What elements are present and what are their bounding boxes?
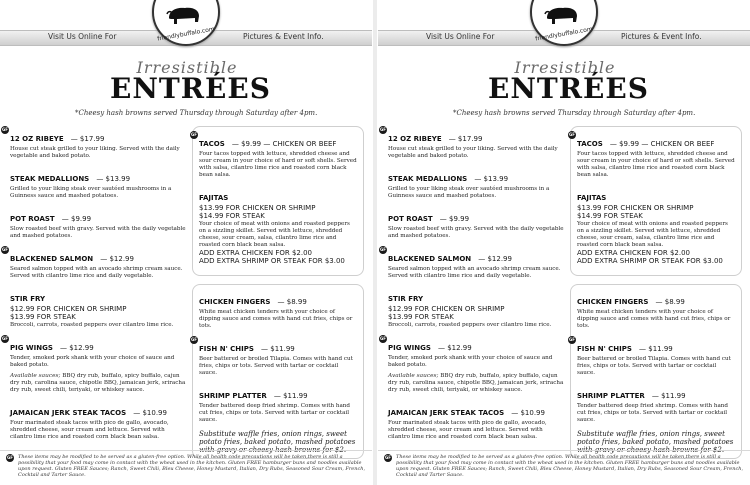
add-on-line: ADD EXTRA SHRIMP OR STEAK FOR $3.00: [577, 257, 723, 265]
gluten-free-icon: GF: [190, 337, 197, 342]
item-desc: Beer battered or broiled Tilapia. Comes with hand cut fries, chips or tots. Served with tartar or cocktail sauce.: [577, 356, 731, 376]
item-price: — $17.99: [448, 135, 483, 143]
menu-item-jerk-tacos: [388, 400, 564, 441]
menu-item-pig-wings: [1, 335, 186, 394]
menu-item-steak-medallions: [10, 166, 186, 200]
substitute-note: Substitute waffle fries, onion rings, sweet potato fries, baked potato, mashed potatoes with gravy or cheesy hash browns for $2.: [577, 430, 734, 454]
item-name: PIG WINGS: [388, 344, 431, 352]
title-script: Irresistible: [136, 58, 238, 77]
menu-item-pot-roast: [388, 206, 564, 240]
item-name: STIR FRY: [388, 295, 424, 303]
gluten-free-icon: GF: [6, 455, 13, 460]
tacos-fajitas-box: [192, 126, 364, 276]
page-divider: [373, 0, 377, 485]
menu-item-stir-fry: [10, 286, 186, 329]
menu-item-jerk-tacos: [10, 400, 186, 441]
item-price: — $10.99: [133, 409, 167, 417]
sauce-options: BBQ dry rub, buffalo, spicy buffalo, cajun dry rub, carolina sauce, chipotle BBQ, jamaican jerk, sriracha dry rub, sweet chili, teriyaki, or whiskey sauce.: [10, 373, 186, 393]
menu-item-fish-chips: [568, 336, 735, 377]
item-name: CHICKEN FINGERS: [577, 298, 649, 306]
sauce-list: [10, 373, 186, 394]
item-price: — $8.99: [277, 298, 307, 306]
price-line: $12.99 FOR CHICKEN OR SHRIMP: [388, 305, 505, 313]
item-desc: Your choice of meat with onions and roasted peppers on a sizzling skillet. Served with lettuce, shredded cheese, sour cream, salsa, cilantro lime rice and roasted corn black bean salsa.: [577, 221, 728, 248]
item-desc: Four marinated steak tacos with pico de gallo, avocado, shredded cheese, sour cream and lettuce. Served with cilantro lime rice and roasted corn black bean salsa.: [10, 420, 169, 440]
title-script: Irresistible: [514, 58, 616, 77]
item-desc: Tender, smoked pork shank with your choice of sauce and baked potato.: [10, 355, 175, 368]
gluten-free-icon: GF: [190, 132, 197, 137]
sauce-list: [388, 373, 564, 394]
menu-item-fajitas: [577, 185, 735, 265]
item-name: FISH N' CHIPS: [577, 345, 632, 353]
menu-item-ribeye: [379, 126, 564, 160]
price-line: $14.99 FOR STEAK: [199, 212, 265, 220]
item-desc: Tender, smoked pork shank with your choice of sauce and baked potato.: [388, 355, 553, 368]
logo[interactable]: [145, 0, 223, 46]
item-name: STIR FRY: [10, 295, 46, 303]
footer-disclaimer: These items may be modified to be served as a gluten-free option. While all health code precautions will be taken,there is still a possibility that your food may come in contact with the wheat used in the kitchen. Gluten FREE hamburger buns and noodles available upon request. Gluten FREE Sauces; Ranch, Sweet Chili, Bleu Cheese, Honey Mustard, Italian, Dry Rubs, Seasoned Sour Cream, French, Cocktail and Tarter Sauce.: [18, 454, 366, 478]
item-desc: Broccoli, carrots, roasted peppers over cilantro lime rice.: [388, 322, 552, 328]
item-price: — $12.99: [100, 255, 134, 263]
gluten-free-icon: GF: [379, 247, 386, 252]
item-desc: Your choice of meat with onions and roasted peppers on a sizzling skillet. Served with lettuce, shredded cheese, sour cream, salsa, cilantro lime rice and roasted corn black bean salsa.: [199, 221, 350, 248]
price-line: $14.99 FOR STEAK: [577, 212, 643, 220]
item-price: — $12.99: [478, 255, 512, 263]
item-name: PIG WINGS: [10, 344, 53, 352]
menu-item-pot-roast: [10, 206, 186, 240]
visit-online-link[interactable]: Visit Us Online For: [48, 32, 117, 41]
item-desc: Slow roasted beef with gravy. Served with the daily vegetable and mashed potatoes.: [10, 226, 186, 239]
item-desc: Tender battered deep fried shrimp. Comes with hand cut fries, chips or tots. Served with tartar or cocktail sauce.: [199, 403, 350, 423]
item-price: — $12.99: [59, 344, 94, 352]
price-line: $12.99 FOR CHICKEN OR SHRIMP: [10, 305, 127, 313]
gluten-free-icon: GF: [384, 455, 391, 460]
left-column: [379, 126, 564, 447]
add-on-line: ADD EXTRA CHICKEN FOR $2.00: [199, 249, 313, 257]
menu-item-tacos: [568, 131, 735, 179]
menu-item-blackened-salmon: [1, 246, 186, 280]
footer: [0, 450, 372, 485]
item-desc: Seared salmon topped with an avocado shrimp cream sauce. Served with cilantro lime rice and daily vegetable.: [10, 266, 183, 279]
item-desc: Grilled to your liking steak over sautéed mushrooms in a Guinness sauce and mashed potatoes.: [10, 186, 172, 199]
gluten-free-icon: GF: [379, 127, 386, 132]
item-name: FISH N' CHIPS: [199, 345, 254, 353]
item-desc: Grilled to your liking steak over sautéed mushrooms in a Guinness sauce and mashed potatoes.: [388, 186, 550, 199]
item-desc: Four marinated steak tacos with pico de gallo, avocado, shredded cheese, sour cream and lettuce. Served with cilantro lime rice and roasted corn black bean salsa.: [388, 420, 547, 440]
item-price: — $11.99: [261, 345, 295, 353]
menu-item-shrimp-platter: [577, 383, 735, 424]
item-name: BLACKENED SALMON: [388, 255, 472, 263]
item-name: TACOS: [577, 140, 603, 148]
menu-item-shrimp-platter: [199, 383, 357, 424]
menu-item-fish-chips: [190, 336, 357, 377]
item-desc: Four tacos topped with lettuce, shredded cheese and sour cream in your choice of hard or soft shells. Served with salsa, cilantro lime rice and roasted corn black bean salsa.: [577, 151, 735, 178]
gluten-free-icon: GF: [568, 132, 575, 137]
footer-disclaimer: These items may be modified to be served as a gluten-free option. While all health code precautions will be taken,there is still a possibility that your food may come in contact with the wheat used in the kitchen. Gluten FREE hamburger buns and noodles available upon request. Gluten FREE Sauces; Ranch, Sweet Chili, Bleu Cheese, Honey Mustard, Italian, Dry Rubs, Seasoned Sour Cream, French, Cocktail and Tarter Sauce.: [396, 454, 744, 478]
substitute-note: Substitute waffle fries, onion rings, sweet potato fries, baked potato, mashed potatoes with gravy or cheesy hash browns for $2.: [199, 430, 356, 454]
item-name: POT ROAST: [10, 215, 55, 223]
menu-item-ribeye: [1, 126, 186, 160]
menu-item-steak-medallions: [388, 166, 564, 200]
item-name: JAMAICAN JERK STEAK TACOS: [388, 409, 505, 417]
fingers-fish-shrimp-box: [570, 284, 742, 459]
menu-item-chicken-fingers: [199, 289, 357, 330]
header-bar: [0, 0, 372, 46]
menu-item-chicken-fingers: [577, 289, 735, 330]
menu-item-blackened-salmon: [379, 246, 564, 280]
logo-url: friendlybuffalo.com: [156, 25, 216, 43]
item-name: POT ROAST: [388, 215, 433, 223]
price-line: $13.99 FOR CHICKEN OR SHRIMP: [577, 204, 694, 212]
price-line: $13.99 FOR CHICKEN OR SHRIMP: [199, 204, 316, 212]
item-desc: House cut steak grilled to your liking. Served with the daily vegetable and baked potato.: [388, 146, 558, 159]
item-name: STEAK MEDALLIONS: [388, 175, 468, 183]
item-desc: Seared salmon topped with an avocado shrimp cream sauce. Served with cilantro lime rice and daily vegetable.: [388, 266, 561, 279]
item-name: SHRIMP PLATTER: [577, 392, 645, 400]
fingers-fish-shrimp-box: [192, 284, 364, 459]
item-price: — $13.99: [96, 175, 131, 183]
item-name: FAJITAS: [577, 194, 607, 202]
footer: [378, 450, 750, 485]
item-price: — $11.99: [273, 392, 308, 400]
item-name: SHRIMP PLATTER: [199, 392, 267, 400]
item-name: CHICKEN FINGERS: [199, 298, 271, 306]
hash-browns-note: *Cheesy hash browns served Thursday through Saturday after 4pm.: [75, 109, 318, 117]
item-desc: White meat chicken tenders with your choice of dipping sauce and comes with hand cut fries, chips or tots.: [199, 309, 353, 329]
item-price: — $8.99: [655, 298, 685, 306]
price-line: $13.99 FOR STEAK: [388, 313, 454, 321]
item-name: FAJITAS: [199, 194, 229, 202]
menu-item-fajitas: [199, 185, 357, 265]
gluten-free-icon: GF: [1, 247, 8, 252]
page-title: ENTRÉES: [110, 72, 271, 105]
item-price: — $17.99: [70, 135, 105, 143]
logo[interactable]: [523, 0, 601, 46]
item-desc: White meat chicken tenders with your choice of dipping sauce and comes with hand cut fries, chips or tots.: [577, 309, 731, 329]
item-desc: Four tacos topped with lettuce, shredded cheese and sour cream in your choice of hard or soft shells. Served with salsa, cilantro lime rice and roasted corn black bean salsa.: [199, 151, 357, 178]
item-price: — $11.99: [639, 345, 673, 353]
gluten-free-icon: GF: [379, 336, 386, 341]
visit-online-link[interactable]: Visit Us Online For: [426, 32, 495, 41]
item-price: — $9.99 — CHICKEN OR BEEF: [231, 140, 337, 148]
item-desc: Broccoli, carrots, roasted peppers over cilantro lime rice.: [10, 322, 174, 328]
sauce-label: Available sauces;: [388, 373, 439, 379]
menu-page-right: [378, 0, 750, 485]
gluten-free-icon: GF: [1, 336, 8, 341]
item-name: TACOS: [199, 140, 225, 148]
hash-browns-note: *Cheesy hash browns served Thursday through Saturday after 4pm.: [453, 109, 696, 117]
item-name: 12 OZ RIBEYE: [10, 135, 64, 143]
menu-page-left: [0, 0, 372, 485]
gluten-free-icon: GF: [1, 127, 8, 132]
item-name: 12 OZ RIBEYE: [388, 135, 442, 143]
menu-item-tacos: [190, 131, 357, 179]
item-name: BLACKENED SALMON: [10, 255, 94, 263]
add-on-line: ADD EXTRA SHRIMP OR STEAK FOR $3.00: [199, 257, 345, 265]
right-column: [192, 126, 364, 467]
buffalo-icon: [165, 4, 203, 28]
add-on-line: ADD EXTRA CHICKEN FOR $2.00: [577, 249, 691, 257]
sauce-label: Available sauces;: [10, 373, 61, 379]
item-desc: Slow roasted beef with gravy. Served with the daily vegetable and mashed potatoes.: [388, 226, 564, 239]
item-price: — $12.99: [437, 344, 472, 352]
right-column: [570, 126, 742, 467]
gluten-free-icon: GF: [568, 337, 575, 342]
page-title: ENTRÉES: [488, 72, 649, 105]
item-desc: House cut steak grilled to your liking. Served with the daily vegetable and baked potato.: [10, 146, 180, 159]
pictures-events-link[interactable]: Pictures & Event Info.: [243, 32, 324, 41]
buffalo-icon: [543, 4, 581, 28]
item-desc: Beer battered or broiled Tilapia. Comes with hand cut fries, chips or tots. Served with tartar or cocktail sauce.: [199, 356, 353, 376]
menu-item-stir-fry: [388, 286, 564, 329]
logo-url: friendlybuffalo.com: [534, 25, 594, 43]
item-price: — $9.99 — CHICKEN OR BEEF: [609, 140, 715, 148]
pictures-events-link[interactable]: Pictures & Event Info.: [621, 32, 702, 41]
item-name: STEAK MEDALLIONS: [10, 175, 90, 183]
item-desc: Tender battered deep fried shrimp. Comes with hand cut fries, chips or tots. Served with tartar or cocktail sauce.: [577, 403, 728, 423]
item-name: JAMAICAN JERK STEAK TACOS: [10, 409, 127, 417]
item-price: — $9.99: [439, 215, 470, 223]
left-column: [1, 126, 186, 447]
sauce-options: BBQ dry rub, buffalo, spicy buffalo, cajun dry rub, carolina sauce, chipotle BBQ, jamaican jerk, sriracha dry rub, sweet chili, teriyaki, or whiskey sauce.: [388, 373, 564, 393]
price-line: $13.99 FOR STEAK: [10, 313, 76, 321]
item-price: — $13.99: [474, 175, 509, 183]
header-bar: [378, 0, 750, 46]
tacos-fajitas-box: [570, 126, 742, 276]
menu-item-pig-wings: [379, 335, 564, 394]
item-price: — $9.99: [61, 215, 92, 223]
item-price: — $11.99: [651, 392, 686, 400]
item-price: — $10.99: [511, 409, 545, 417]
